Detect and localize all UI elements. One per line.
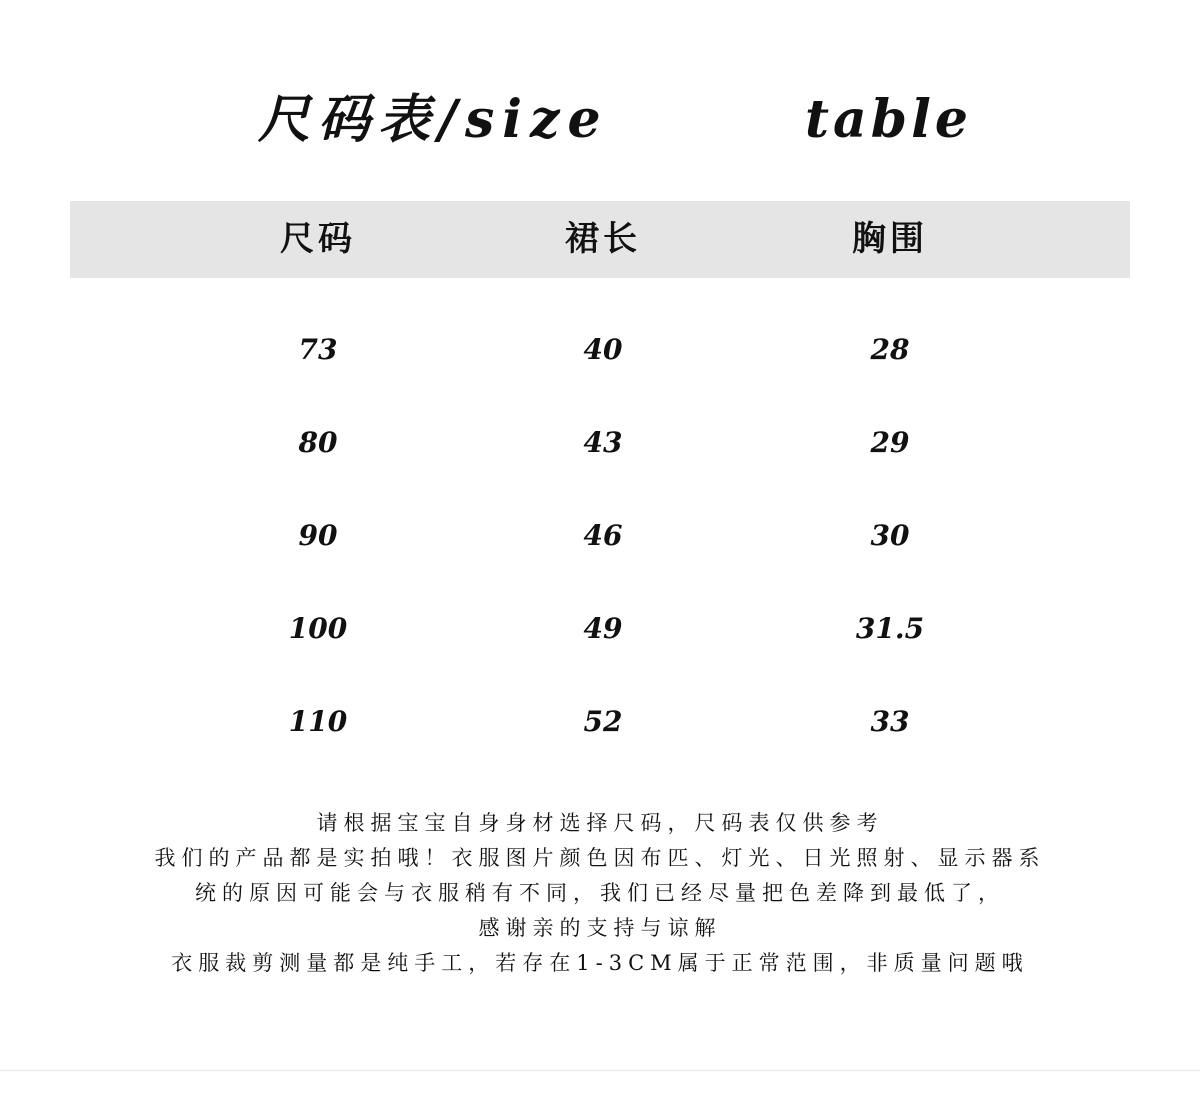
cell-size: 100	[288, 612, 348, 645]
title-english: table	[805, 89, 972, 150]
cell-chest: 30	[870, 519, 910, 552]
cell-chest: 28	[870, 333, 910, 366]
note-line: 衣服裁剪测量都是纯手工，若存在1-3CM属于正常范围，非质量问题哦	[171, 951, 1029, 975]
table-row	[0, 692, 1200, 752]
note-line: 我们的产品都是实拍哦！衣服图片颜色因布匹、灯光、日光照射、显示器系	[154, 846, 1046, 870]
table-row	[0, 320, 1200, 380]
cell-length: 46	[583, 519, 623, 552]
note-line: 感谢亲的支持与谅解	[478, 916, 722, 940]
cell-chest: 31.5	[855, 612, 925, 645]
note-line: 统的原因可能会与衣服稍有不同，我们已经尽量把色差降到最低了，	[195, 881, 1005, 905]
note-line: 请根据宝宝自身身材选择尺码，尺码表仅供参考	[316, 811, 884, 835]
cell-chest: 33	[870, 705, 910, 738]
cell-length: 40	[583, 333, 623, 366]
header-chest: 胸围	[852, 219, 928, 259]
size-notes	[0, 806, 1200, 981]
cell-chest: 29	[870, 426, 910, 459]
cell-length: 49	[583, 612, 623, 645]
cell-size: 80	[298, 426, 338, 459]
title-chinese: 尺码表/size	[258, 89, 609, 150]
cell-size: 90	[298, 519, 338, 552]
size-table-title	[0, 80, 1200, 160]
cell-size: 73	[298, 333, 338, 366]
header-size: 尺码	[280, 219, 356, 259]
table-row	[0, 506, 1200, 566]
cell-length: 52	[583, 705, 623, 738]
bottom-divider	[0, 1070, 1200, 1071]
cell-size: 110	[288, 705, 348, 738]
table-row	[0, 413, 1200, 473]
cell-length: 43	[583, 426, 623, 459]
header-length: 裙长	[565, 219, 641, 259]
table-row	[0, 599, 1200, 659]
